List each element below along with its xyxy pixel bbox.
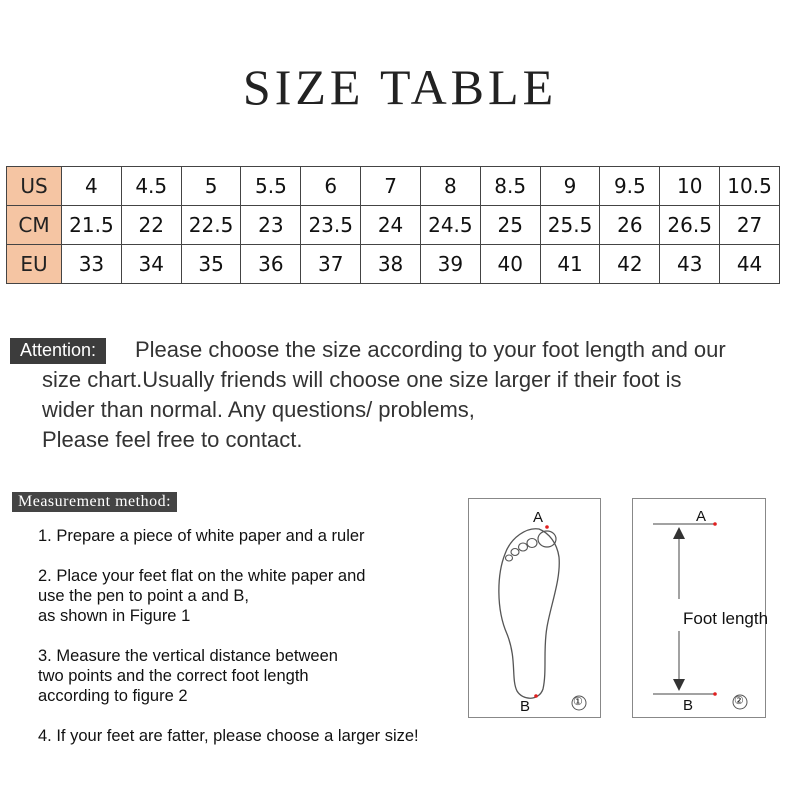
step-2-line: use the pen to point a and B, <box>38 587 249 605</box>
row-header: EU <box>7 245 62 284</box>
size-cell: 44 <box>720 245 780 284</box>
size-cell: 6 <box>301 167 361 206</box>
size-cell: 5 <box>181 167 241 206</box>
size-cell: 24.5 <box>420 206 480 245</box>
point-a-label: A <box>696 508 707 525</box>
size-cell: 35 <box>181 245 241 284</box>
point-b-label: B <box>683 697 694 714</box>
size-row-eu <box>7 245 780 284</box>
attention-text-line: Please choose the size according to your foot length and our <box>135 337 726 362</box>
step-3-line: two points and the correct foot length <box>38 667 309 685</box>
page-title: SIZE TABLE <box>242 59 558 115</box>
size-cell: 36 <box>241 245 301 284</box>
measurement-method-badge: Measurement method: <box>12 492 177 512</box>
step-2 <box>38 566 365 626</box>
step-3-line: according to figure 2 <box>38 687 188 705</box>
step-2-line: 2. Place your feet flat on the white paper and <box>38 567 366 585</box>
size-cell: 39 <box>420 245 480 284</box>
attention-text-line: size chart.Usually friends will choose one size larger if their foot is <box>42 367 682 392</box>
size-cell: 40 <box>480 245 540 284</box>
figure-2-measure <box>632 498 769 718</box>
size-cell: 33 <box>62 245 122 284</box>
arrow-down-icon <box>673 679 685 691</box>
size-cell: 21.5 <box>62 206 122 245</box>
attention-text-line: wider than normal. Any questions/ problems, <box>42 397 475 422</box>
size-cell: 22 <box>121 206 181 245</box>
size-row-cm <box>7 206 780 245</box>
row-header: US <box>7 167 62 206</box>
point-b-label: B <box>520 698 531 715</box>
figure-number: ② <box>734 695 744 707</box>
measure-diagram <box>633 499 765 717</box>
size-cell: 25 <box>480 206 540 245</box>
size-cell: 23.5 <box>301 206 361 245</box>
step-2-line: as shown in Figure 1 <box>38 607 191 625</box>
foot-length-label: Foot length <box>683 609 769 628</box>
row-header: CM <box>7 206 62 245</box>
step-3 <box>38 646 338 706</box>
size-cell: 10.5 <box>720 167 780 206</box>
size-cell: 23 <box>241 206 301 245</box>
step-1 <box>38 526 365 546</box>
attention-badge: Attention: <box>10 338 106 364</box>
size-row-us <box>7 167 780 206</box>
size-cell: 4.5 <box>121 167 181 206</box>
figure-1-foot <box>468 498 601 718</box>
foot-outline-icon <box>469 499 600 717</box>
size-cell: 7 <box>361 167 421 206</box>
size-cell: 27 <box>720 206 780 245</box>
size-cell: 22.5 <box>181 206 241 245</box>
size-cell: 5.5 <box>241 167 301 206</box>
size-table <box>6 166 780 284</box>
arrow-up-icon <box>673 527 685 539</box>
size-cell: 9 <box>540 167 600 206</box>
attention-text-line: Please feel free to contact. <box>42 427 303 452</box>
size-cell: 4 <box>62 167 122 206</box>
step-3-line: 3. Measure the vertical distance between <box>38 647 338 665</box>
size-cell: 43 <box>660 245 720 284</box>
size-cell: 26.5 <box>660 206 720 245</box>
size-cell: 24 <box>361 206 421 245</box>
size-cell: 41 <box>540 245 600 284</box>
figure-number: ① <box>573 696 583 708</box>
size-cell: 38 <box>361 245 421 284</box>
point-a-label: A <box>533 509 544 526</box>
size-cell: 34 <box>121 245 181 284</box>
size-cell: 8.5 <box>480 167 540 206</box>
step-4-line: 4. If your feet are fatter, please choose a larger size! <box>38 727 419 745</box>
step-4 <box>38 726 419 746</box>
size-cell: 26 <box>600 206 660 245</box>
size-cell: 8 <box>420 167 480 206</box>
size-cell: 42 <box>600 245 660 284</box>
size-cell: 25.5 <box>540 206 600 245</box>
size-cell: 10 <box>660 167 720 206</box>
step-1-line: 1. Prepare a piece of white paper and a ruler <box>38 527 365 545</box>
size-cell: 37 <box>301 245 361 284</box>
size-cell: 9.5 <box>600 167 660 206</box>
